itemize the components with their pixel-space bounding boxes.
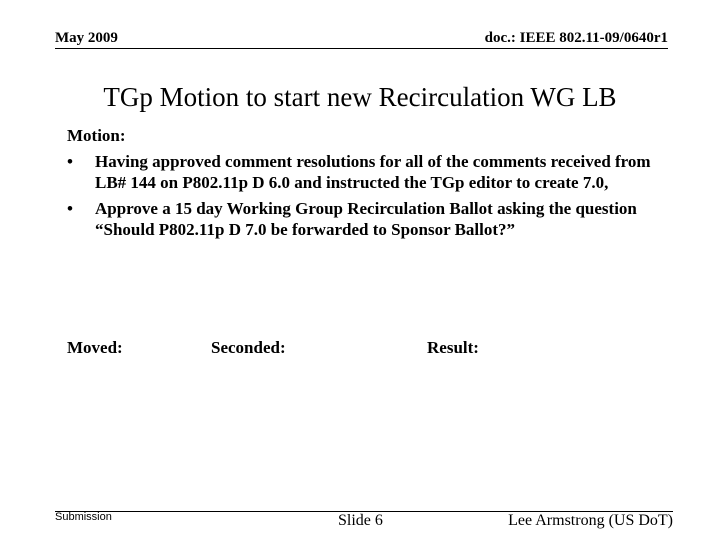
header-date: May 2009 — [55, 30, 118, 46]
footer-slide-number: Slide 6 — [338, 512, 383, 529]
result-label: Result: — [427, 338, 479, 357]
seconded-label: Seconded: — [211, 338, 286, 357]
header-divider — [55, 48, 668, 49]
bullet-text: Approve a 15 day Working Group Recirculation Ballot asking the question “Should P802.11p D 7.0 be forwarded to Sponsor Ballot?” — [95, 198, 637, 239]
footer-submission: Submission — [55, 511, 112, 523]
motion-label: Motion: — [67, 126, 126, 145]
slide-title: TGp Motion to start new Recirculation WG LB — [103, 82, 617, 112]
header-doc-id: doc.: IEEE 802.11-09/0640r1 — [484, 30, 668, 46]
bullet-marker: • — [67, 198, 73, 218]
bullet-text: Having approved comment resolutions for all of the comments received from LB# 144 on P802.11p D 6.0 and instructed the TGp editor to create 7.0, — [95, 151, 651, 192]
motion-bullet — [67, 198, 667, 241]
motion-bullet — [67, 151, 667, 194]
bullet-marker: • — [67, 151, 73, 171]
moved-label: Moved: — [67, 338, 123, 357]
footer-author: Lee Armstrong (US DoT) — [508, 512, 673, 529]
motion-body — [67, 125, 667, 241]
